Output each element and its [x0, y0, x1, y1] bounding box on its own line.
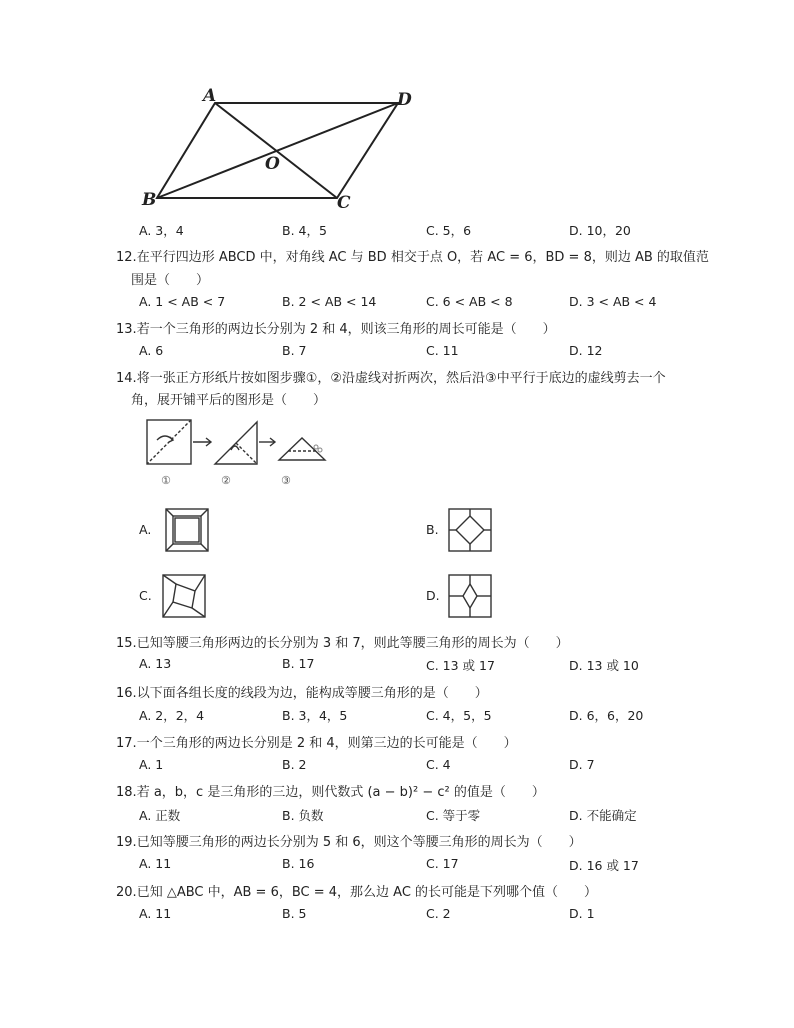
q18-option-a[interactable]: A. 正数 — [139, 808, 181, 823]
q14-text-line1: 将一张正方形纸片按如图步骤①，②沿虚线对折两次，然后沿③中平行于底边的虚线剪去一个 — [136, 371, 666, 386]
q17-option-a[interactable]: A. 1 — [139, 757, 164, 772]
q12-text-line2: 围是（ ） — [131, 273, 210, 288]
q19-option-c[interactable]: C. 17 — [426, 856, 459, 871]
q19-option-a[interactable]: A. 11 — [139, 856, 172, 871]
q14-option-c-figure[interactable] — [162, 574, 206, 618]
q15-option-a[interactable]: A. 13 — [139, 656, 172, 671]
q12-option-b[interactable]: B. 2 < AB < 14 — [282, 294, 377, 309]
q12-option-a[interactable]: A. 1 < AB < 7 — [139, 294, 226, 309]
q12-text-line1: 在平行四边形 ABCD 中，对角线 AC 与 BD 相交于点 O，若 AC = 6，BD = 8，则边 AB 的取值范 — [136, 250, 709, 265]
q16-option-c[interactable]: C. 4，5，5 — [426, 708, 492, 723]
q14-option-a-figure[interactable] — [165, 508, 209, 552]
step-label-3: ③ — [281, 474, 291, 487]
q15-text: 已知等腰三角形两边的长分别为 3 和 7，则此等腰三角形的周长为（ ） — [136, 636, 569, 651]
q18-text: 若 a，b，c 是三角形的三边，则代数式 (a − b)² − c² 的值是（ ） — [136, 785, 545, 800]
q20-option-d[interactable]: D. 1 — [569, 906, 595, 921]
q12-option-d[interactable]: D. 3 < AB < 4 — [569, 294, 657, 309]
q15-option-c[interactable]: C. 13 或 17 — [426, 658, 495, 673]
q13-option-d[interactable]: D. 12 — [569, 343, 603, 358]
vertex-label-b: B — [142, 190, 157, 210]
q12-option-c[interactable]: C. 6 < AB < 8 — [426, 294, 513, 309]
q12-number: 12. — [116, 250, 137, 265]
q20-option-b[interactable]: B. 5 — [282, 906, 307, 921]
q16-text: 以下面各组长度的线段为边，能构成等腰三角形的是（ ） — [136, 686, 488, 701]
q14-option-c[interactable]: C. — [139, 588, 152, 603]
q13-option-a[interactable]: A. 6 — [139, 343, 164, 358]
q17-text: 一个三角形的两边长分别是 2 和 4，则第三边的长可能是（ ） — [136, 736, 517, 751]
q20-number: 20. — [116, 885, 137, 900]
q17-option-b[interactable]: B. 2 — [282, 757, 307, 772]
q11-option-b[interactable]: B. 4，5 — [282, 223, 327, 238]
q20-option-c[interactable]: C. 2 — [426, 906, 451, 921]
folding-steps-figure — [143, 416, 328, 468]
q19-text: 已知等腰三角形的两边长分别为 5 和 6，则这个等腰三角形的周长为（ ） — [136, 835, 582, 850]
q13-number: 13. — [116, 322, 137, 337]
parallelogram-figure — [135, 85, 425, 215]
q11-option-d[interactable]: D. 10，20 — [569, 223, 631, 238]
q17-option-d[interactable]: D. 7 — [569, 757, 595, 772]
q16-option-d[interactable]: D. 6，6，20 — [569, 708, 644, 723]
q13-option-c[interactable]: C. 11 — [426, 343, 459, 358]
vertex-label-c: C — [337, 193, 351, 213]
q19-option-d[interactable]: D. 16 或 17 — [569, 858, 639, 873]
q14-option-a[interactable]: A. — [139, 522, 152, 537]
q14-number: 14. — [116, 371, 137, 386]
q18-option-d[interactable]: D. 不能确定 — [569, 808, 637, 823]
q20-option-a[interactable]: A. 11 — [139, 906, 172, 921]
vertex-label-o: O — [265, 154, 280, 174]
q14-text-line2: 角，展开铺平后的图形是（ ） — [131, 393, 327, 408]
q15-number: 15. — [116, 636, 137, 651]
step-label-1: ① — [161, 474, 171, 487]
q13-text: 若一个三角形的两边长分别为 2 和 4，则该三角形的周长可能是（ ） — [136, 322, 556, 337]
q19-option-b[interactable]: B. 16 — [282, 856, 315, 871]
vertex-label-a: A — [203, 86, 217, 106]
q16-number: 16. — [116, 686, 137, 701]
q17-number: 17. — [116, 736, 137, 751]
q17-option-c[interactable]: C. 4 — [426, 757, 451, 772]
q15-option-d[interactable]: D. 13 或 10 — [569, 658, 639, 673]
q19-number: 19. — [116, 835, 137, 850]
vertex-label-d: D — [397, 90, 412, 110]
q18-option-c[interactable]: C. 等于零 — [426, 808, 481, 823]
q16-option-a[interactable]: A. 2，2，4 — [139, 708, 205, 723]
q18-number: 18. — [116, 785, 137, 800]
q13-option-b[interactable]: B. 7 — [282, 343, 307, 358]
q14-option-b-figure[interactable] — [448, 508, 492, 552]
step-label-2: ② — [221, 474, 231, 487]
q14-option-b[interactable]: B. — [426, 522, 439, 537]
q14-option-d[interactable]: D. — [426, 588, 440, 603]
q11-option-a[interactable]: A. 3，4 — [139, 223, 184, 238]
q11-option-c[interactable]: C. 5，6 — [426, 223, 472, 238]
q15-option-b[interactable]: B. 17 — [282, 656, 315, 671]
q16-option-b[interactable]: B. 3，4，5 — [282, 708, 348, 723]
q20-text: 已知 △ABC 中，AB = 6，BC = 4，那么边 AC 的长可能是下列哪个值（ ） — [136, 885, 598, 900]
q18-option-b[interactable]: B. 负数 — [282, 808, 324, 823]
q14-option-d-figure[interactable] — [448, 574, 492, 618]
